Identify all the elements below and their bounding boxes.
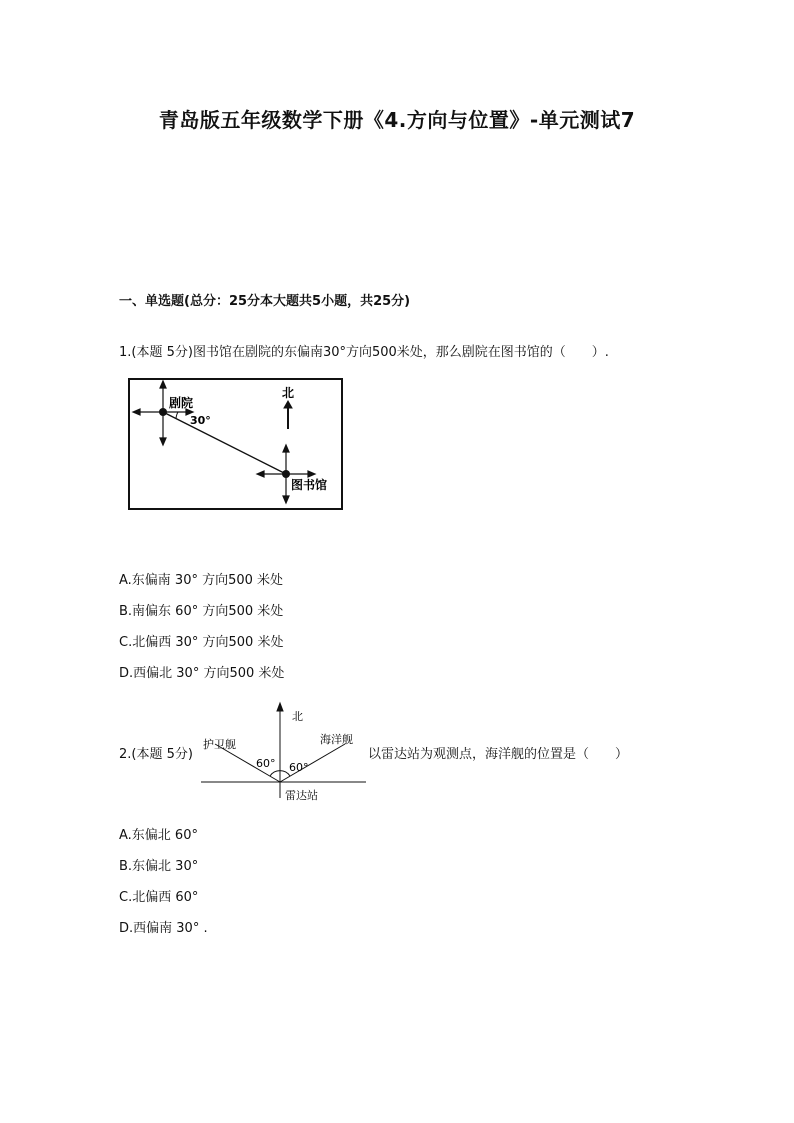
library-label: 图书馆 — [291, 478, 328, 492]
page-title: 青岛版五年级数学下册《4.方向与位置》-单元测试7 — [158, 108, 636, 132]
question-2-prefix: 2.(本题 5分) — [119, 747, 193, 762]
question-2-option-c[interactable]: C.北偏西 60° — [119, 890, 199, 905]
angle-left-label: 60° — [256, 757, 276, 770]
north-label: 北 — [292, 710, 303, 723]
question-2-option-b[interactable]: B.东偏北 30° — [119, 859, 199, 874]
question-1-figure — [127, 377, 345, 512]
theater-label: 剧院 — [169, 396, 194, 410]
question-2-figure — [198, 698, 368, 806]
library-point — [282, 470, 290, 478]
angle-right-label: 60° — [289, 761, 309, 774]
question-1-option-c[interactable]: C.北偏西 30° 方向500 米处 — [119, 635, 284, 650]
north-arrow — [284, 401, 292, 429]
question-1-text: 1.(本题 5分)图书馆在剧院的东偏南30°方向500米处，那么剧院在图书馆的（ ）. — [119, 345, 609, 360]
question-2-option-d[interactable]: D.西偏南 30° . — [119, 921, 208, 936]
question-1-option-d[interactable]: D.西偏北 30° 方向500 米处 — [119, 666, 285, 681]
north-label: 北 — [282, 386, 295, 400]
escort-label: 护卫舰 — [203, 738, 236, 751]
north-axis — [277, 703, 283, 798]
direction-line — [163, 412, 286, 474]
question-2-suffix: 以雷达站为观测点，海洋舰的位置是（ ） — [368, 747, 629, 762]
question-1-option-b[interactable]: B.南偏东 60° 方向500 米处 — [119, 604, 284, 619]
section-heading: 一、单选题(总分：25分本大题共5小题，共25分) — [119, 294, 411, 309]
angle-label: 30° — [190, 414, 211, 427]
station-label: 雷达站 — [285, 789, 318, 802]
question-2-option-a[interactable]: A.东偏北 60° — [119, 828, 198, 843]
ocean-label: 海洋舰 — [320, 733, 353, 746]
question-1-option-a[interactable]: A.东偏南 30° 方向500 米处 — [119, 573, 284, 588]
